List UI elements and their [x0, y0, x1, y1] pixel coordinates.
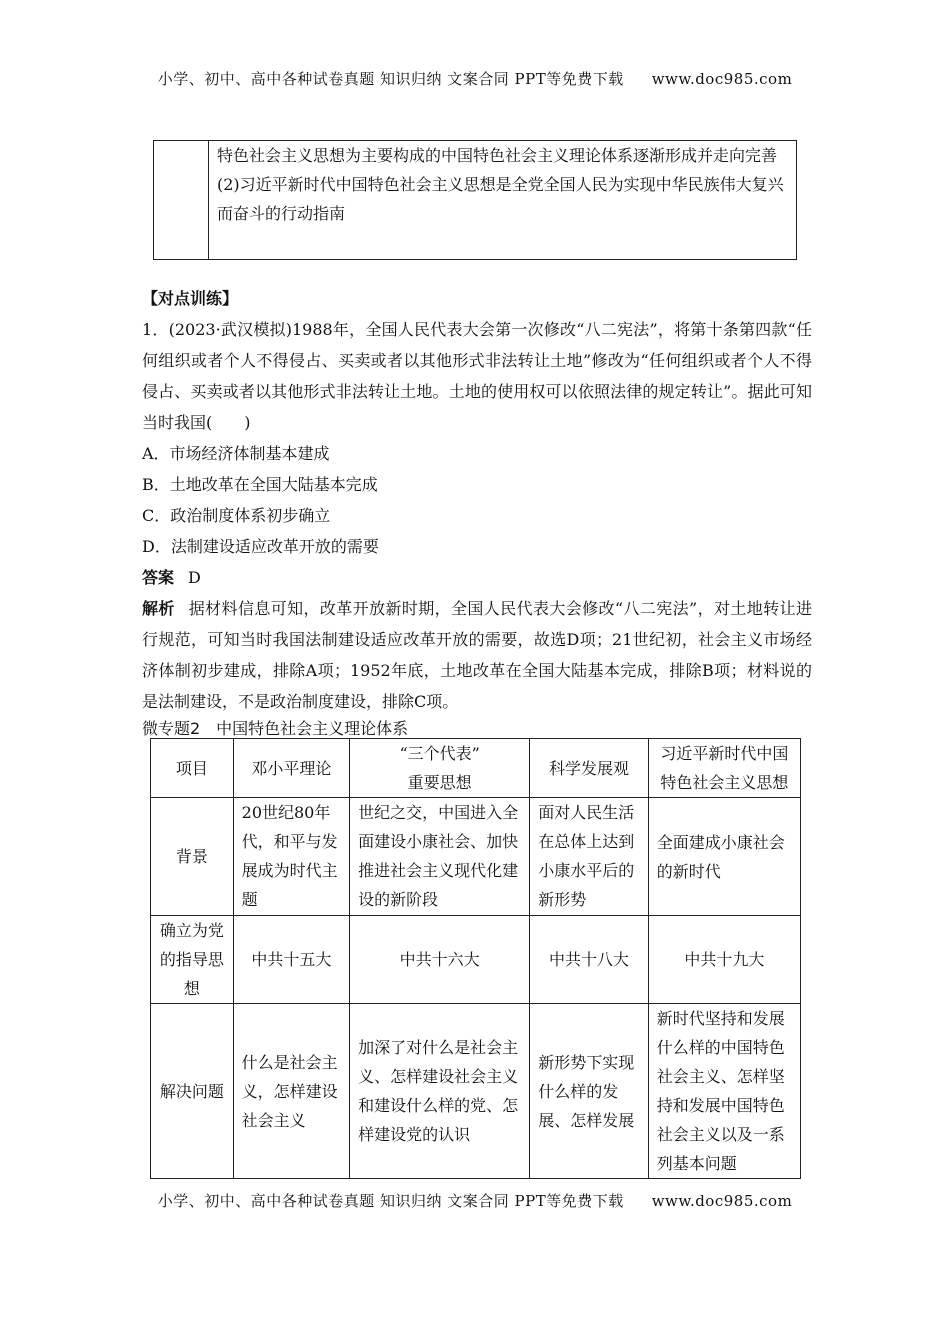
footer-text: 小学、初中、高中各种试卷真题 知识归纳 文案合同 PPT等免费下载 — [157, 1192, 624, 1210]
option-a: A．市场经济体制基本建成 — [142, 444, 330, 463]
row-label: 解决问题 — [151, 1004, 234, 1179]
row-label: 背景 — [151, 798, 234, 916]
table-header-row — [151, 739, 801, 798]
continued-text-line1: 特色社会主义思想为主要构成的中国特色社会主义理论体系逐渐形成并走向完善 — [217, 146, 778, 165]
page-header — [0, 68, 950, 89]
answer-label: 答案 — [142, 568, 175, 587]
table-cell: 面对人民生活在总体上达到小康水平后的新形势 — [530, 798, 649, 916]
table-cell: 新形势下实现什么样的发展、怎样发展 — [530, 1004, 649, 1179]
continued-table-blank-cell — [154, 141, 209, 260]
table-row — [151, 1004, 801, 1179]
table-cell: 中共十六大 — [350, 916, 530, 1004]
header-text: 小学、初中、高中各种试卷真题 知识归纳 文案合同 PPT等免费下载 — [157, 70, 624, 88]
analysis-paragraph — [142, 593, 812, 717]
header-cell: 项目 — [151, 739, 234, 798]
header-site-link[interactable]: www.doc985.com — [651, 70, 793, 88]
header-cell: 邓小平理论 — [233, 739, 350, 798]
option-c: C．政治制度体系初步确立 — [142, 506, 331, 525]
table-row — [151, 916, 801, 1004]
continued-text-line2: (2)习近平新时代中国特色社会主义思想是全党全国人民为实现中华民族伟大复兴而奋斗的行动指南 — [217, 175, 784, 223]
question-options — [142, 438, 812, 562]
table-cell: 中共十九大 — [648, 916, 800, 1004]
section-label: 【对点训练】 — [142, 289, 239, 308]
table-cell: 中共十八大 — [530, 916, 649, 1004]
header-cell: 习近平新时代中国特色社会主义思想 — [648, 739, 800, 798]
answer-value: D — [188, 568, 201, 587]
table-cell: 20世纪80年代，和平与发展成为时代主题 — [233, 798, 350, 916]
row-label: 确立为党的指导思想 — [151, 916, 234, 1004]
table-cell: 加深了对什么是社会主义、怎样建设社会主义和建设什么样的党、怎样建设党的认识 — [350, 1004, 530, 1179]
header-cell: “三个代表” 重要思想 — [350, 739, 530, 798]
option-d: D．法制建设适应改革开放的需要 — [142, 537, 379, 556]
question-stem: 1．(2023·武汉模拟)1988年，全国人民代表大会第一次修改“八二宪法”，将第十条第四款“任何组织或者个人不得侵占、买卖或者以其他形式非法转让土地”修改为“任何组织或者个人不得侵占、买卖或者以其他形式非法转让土地。土地的使用权可以依照法律的规定转让”。据此可知当时我国( ) — [142, 320, 812, 432]
page-footer — [0, 1190, 950, 1211]
option-b: B．土地改革在全国大陆基本完成 — [142, 475, 378, 494]
analysis-label: 解析 — [142, 599, 175, 618]
header-cell: 科学发展观 — [530, 739, 649, 798]
footer-site-link[interactable]: www.doc985.com — [651, 1192, 793, 1210]
table-cell: 世纪之交，中国进入全面建设小康社会、加快推进社会主义现代化建设的新阶段 — [350, 798, 530, 916]
continued-table-text-cell — [209, 141, 797, 260]
analysis-text: 据材料信息可知，改革开放新时期，全国人民代表大会修改“八二宪法”，对土地转让进行规范，可知当时我国法制建设适应改革开放的需要，故选D项；21世纪初，社会主义市场经济体制初步建成，排除A项；1952年底，土地改革在全国大陆基本完成，排除B项；材料说的是法制建设，不是政治制度建设，排除C项。 — [142, 599, 812, 711]
table-cell: 全面建成小康社会的新时代 — [648, 798, 800, 916]
answer-line — [142, 562, 812, 593]
table-row — [151, 798, 801, 916]
table-cell: 什么是社会主义，怎样建设社会主义 — [233, 1004, 350, 1179]
table-cell: 新时代坚持和发展什么样的中国特色社会主义、怎样坚持和发展中国特色社会主义以及一系列基本问题 — [648, 1004, 800, 1179]
table-cell: 中共十五大 — [233, 916, 350, 1004]
continued-table — [153, 140, 797, 260]
topic-title: 微专题2 中国特色社会主义理论体系 — [142, 719, 409, 738]
theory-table — [150, 738, 801, 1179]
